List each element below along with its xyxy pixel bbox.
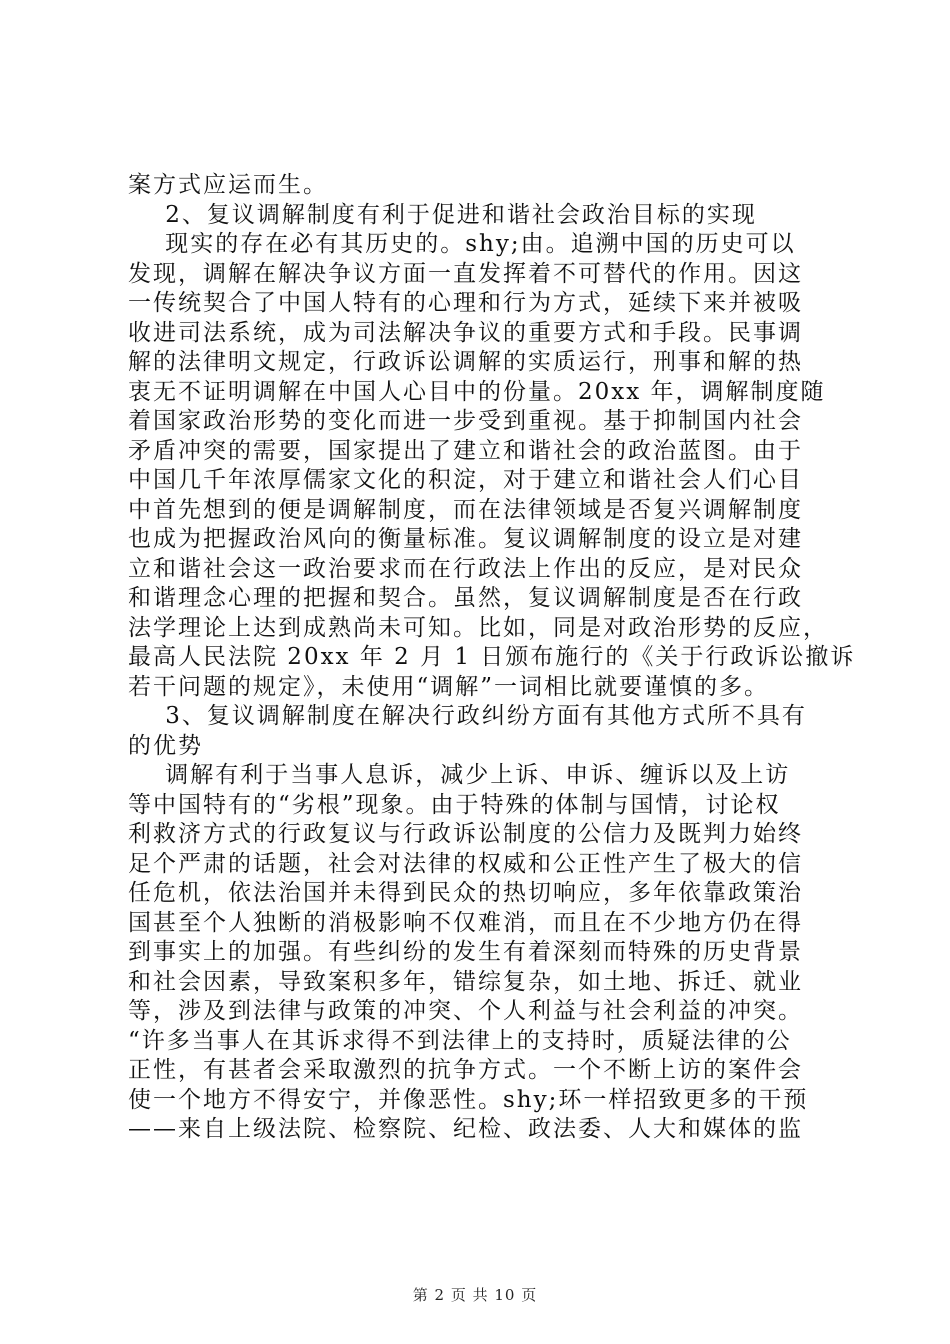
text-line: 2、复议调解制度有利于促进和谐社会政治目标的实现 <box>128 201 757 228</box>
text-line: 法学理论上达到成熟尚未可知。比如，同是对政治形势的反应， <box>128 614 828 641</box>
text-line: 最高人民法院 20xx 年 2 月 1 日颁布施行的《关于行政诉讼撤诉 <box>128 644 856 670</box>
text-line: 解的法律明文规定，行政诉讼调解的实质运行，刑事和解的热 <box>128 349 803 375</box>
text-line: 一传统契合了中国人特有的心理和行为方式，延续下来并被吸 <box>128 290 803 316</box>
text-line: 着国家政治形势的变化而进一步受到重视。基于抑制国内社会 <box>128 408 803 434</box>
text-line: 足个严肃的话题，社会对法律的权威和公正性产生了极大的信 <box>128 850 803 877</box>
text-line: 中国几千年浓厚儒家文化的积淀，对于建立和谐社会人们心目 <box>128 467 803 493</box>
page-footer: 第 2 页 共 10 页 <box>412 1286 538 1304</box>
text-line: 国甚至个人独断的消极影响不仅难消，而且在不少地方仍在得 <box>128 909 803 936</box>
text-line: 3、复议调解制度在解决行政纠纷方面有其他方式所不具有 <box>128 703 807 729</box>
text-line: 现实的存在必有其历史的。shy;由。追溯中国的历史可以 <box>128 231 796 257</box>
text-line: 正性，有甚者会采取激烈的抗争方式。一个不断上访的案件会 <box>128 1057 803 1083</box>
text-line: “许多当事人在其诉求得不到法律上的支持时，质疑法律的公 <box>128 1027 792 1054</box>
text-line: 若干问题的规定》，未使用“调解”一词相比就要谨慎的多。 <box>128 673 770 700</box>
text-line: 任危机，依法治国并未得到民众的热切响应，多年依靠政策治 <box>128 880 803 906</box>
text-line: 和谐理念心理的把握和契合。虽然，复议调解制度是否在行政 <box>128 585 803 611</box>
text-line: 中首先想到的便是调解制度，而在法律领域是否复兴调解制度 <box>128 496 803 523</box>
text-line: 案方式应运而生。 <box>128 172 328 198</box>
text-line: 到事实上的加强。有些纠纷的发生有着深刻而特殊的历史背景 <box>128 939 803 965</box>
text-line: 的优势 <box>128 732 203 759</box>
text-line: 等，涉及到法律与政策的冲突、个人利益与社会利益的冲突。 <box>128 998 803 1024</box>
text-line: 也成为把握政治风向的衡量标准。复议调解制度的设立是对建 <box>128 526 803 552</box>
text-line: 收进司法系统，成为司法解决争议的重要方式和手段。民事调 <box>128 319 803 346</box>
text-line: ——来自上级法院、检察院、纪检、政法委、人大和媒体的监 <box>128 1116 803 1142</box>
text-line: 利救济方式的行政复议与行政诉讼制度的公信力及既判力始终 <box>128 821 803 847</box>
text-line: 发现，调解在解决争议方面一直发挥着不可替代的作用。因这 <box>128 260 803 287</box>
text-line: 调解有利于当事人息诉，减少上诉、申诉、缠诉以及上访 <box>128 762 791 788</box>
text-line: 矛盾冲突的需要，国家提出了建立和谐社会的政治蓝图。由于 <box>128 437 803 464</box>
text-line: 和社会因素，导致案积多年，错综复杂，如土地、拆迁、就业 <box>128 968 803 995</box>
text-line: 衷无不证明调解在中国人心目中的份量。20xx 年，调解制度随 <box>128 378 826 405</box>
text-line: 等中国特有的“劣根”现象。由于特殊的体制与国情，讨论权 <box>128 791 781 818</box>
text-line: 使一个地方不得安宁，并像恶性。shy;环一样招致更多的干预 <box>128 1086 809 1113</box>
text-line: 立和谐社会这一政治要求而在行政法上作出的反应，是对民众 <box>128 555 803 582</box>
